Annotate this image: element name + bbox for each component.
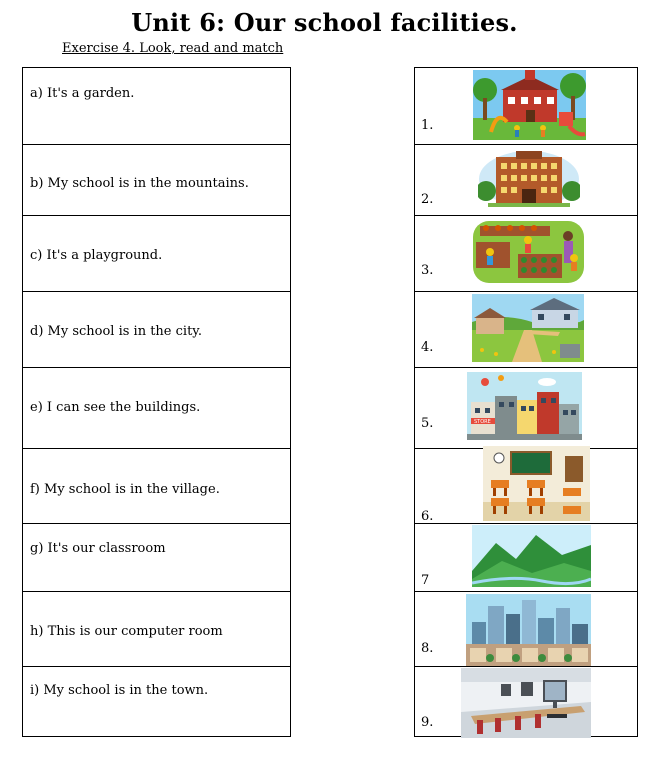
number-3: 3. <box>421 263 434 278</box>
city-skyline-picture <box>466 594 591 666</box>
school-building-picture <box>478 147 580 209</box>
classroom-picture <box>483 446 590 521</box>
number-8: 8. <box>421 641 434 656</box>
computer-room-picture <box>461 668 591 738</box>
sentence-a: a) It's a garden. <box>30 86 135 101</box>
number-1: 1. <box>421 118 434 133</box>
sentence-c: c) It's a playground. <box>30 248 163 263</box>
mountains-picture <box>472 525 591 587</box>
exercise-instruction: Exercise 4. Look, read and match <box>62 41 284 56</box>
number-5: 5. <box>421 416 434 431</box>
village-picture <box>472 294 584 362</box>
sentence-d: d) My school is in the city. <box>30 324 203 339</box>
garden-picture <box>470 218 587 286</box>
number-4: 4. <box>421 340 434 355</box>
store-sign-text: STORE <box>474 419 491 425</box>
number-7: 7 <box>421 573 430 588</box>
sentence-i: i) My school is in the town. <box>30 683 209 698</box>
number-9: 9. <box>421 715 434 730</box>
number-2: 2. <box>421 192 434 207</box>
sentence-b: b) My school is in the mountains. <box>30 176 249 191</box>
sentence-h: h) This is our computer room <box>30 624 223 639</box>
town-street-picture <box>467 372 582 440</box>
sentence-e: e) I can see the buildings. <box>30 400 201 415</box>
sentence-f: f) My school is in the village. <box>30 482 220 497</box>
playground-picture <box>473 70 586 140</box>
number-6: 6. <box>421 509 434 524</box>
page-title: Unit 6: Our school facilities. <box>131 8 518 37</box>
sentence-g: g) It's our classroom <box>30 541 166 556</box>
